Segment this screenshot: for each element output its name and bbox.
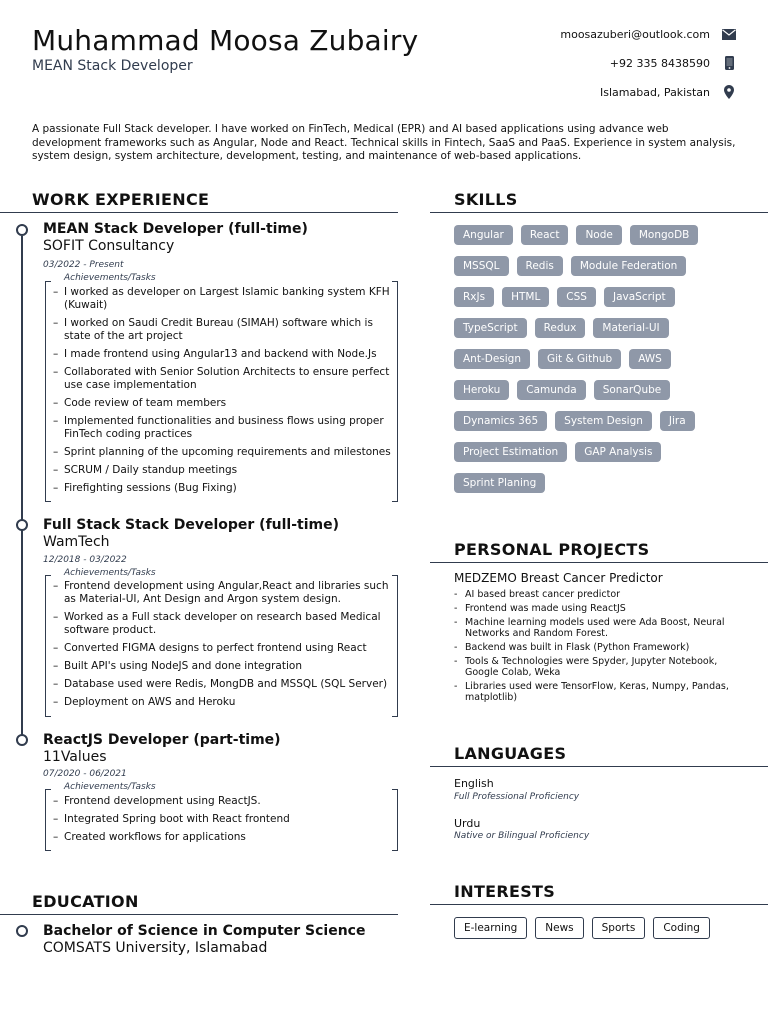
candidate-role: MEAN Stack Developer bbox=[32, 58, 193, 74]
timeline-line bbox=[21, 236, 23, 740]
tasks-list bbox=[45, 282, 398, 501]
skill-tag: Jira bbox=[660, 411, 695, 431]
language-name: Urdu bbox=[454, 817, 481, 830]
task-item: – Firefighting sessions (Bug Fixing) bbox=[45, 482, 398, 495]
task-item: – Collaborated with Senior Solution Architects to ensure perfect use case implementation bbox=[45, 366, 398, 392]
skill-tag: JavaScript bbox=[604, 287, 675, 307]
skill-tag: Material-UI bbox=[593, 318, 668, 338]
skill-tag: Angular bbox=[454, 225, 513, 245]
timeline-dot bbox=[16, 519, 28, 531]
education-divider bbox=[0, 914, 398, 915]
task-item: – I made frontend using Angular13 and backend with Node.Js bbox=[45, 348, 398, 361]
interest-tag: Coding bbox=[653, 917, 710, 939]
contact-location bbox=[600, 85, 736, 99]
skill-tag: TypeScript bbox=[454, 318, 527, 338]
tasks-list bbox=[45, 790, 398, 850]
task-item: – Sprint planning of the upcoming requirements and milestones bbox=[45, 446, 398, 459]
company-name: 11Values bbox=[43, 749, 107, 765]
achievements-label: Achievements/Tasks bbox=[64, 273, 156, 283]
timeline-dot bbox=[16, 224, 28, 236]
task-item: – Code review of team members bbox=[45, 397, 398, 410]
skill-tag: HTML bbox=[502, 287, 549, 307]
skills-list bbox=[454, 225, 754, 504]
task-item: – Created workflows for applications bbox=[45, 831, 398, 844]
skill-tag: Redis bbox=[517, 256, 563, 276]
candidate-name: Muhammad Moosa Zubairy bbox=[32, 24, 419, 57]
languages-heading: LANGUAGES bbox=[454, 744, 567, 763]
skill-tag: MongoDB bbox=[630, 225, 699, 245]
skill-tag: Ant-Design bbox=[454, 349, 530, 369]
language-level: Native or Bilingual Proficiency bbox=[454, 831, 590, 841]
phone-text: +92 335 8438590 bbox=[609, 56, 710, 70]
task-item: – Frontend development using Angular,React and libraries such as Material-UI, Ant Design and Argon system design. bbox=[45, 580, 398, 606]
skill-tag: CSS bbox=[557, 287, 596, 307]
envelope-icon bbox=[722, 27, 736, 41]
achievements-label: Achievements/Tasks bbox=[64, 568, 156, 578]
contact-email[interactable] bbox=[560, 27, 736, 41]
skill-tag: Dynamics 365 bbox=[454, 411, 547, 431]
task-item: – I worked on Saudi Credit Bureau (SIMAH) software which is state of the art project bbox=[45, 317, 398, 343]
project-item: - Frontend was made using ReactJS bbox=[454, 603, 744, 614]
task-item: – SCRUM / Daily standup meetings bbox=[45, 464, 398, 477]
skill-tag: SonarQube bbox=[594, 380, 671, 400]
skill-tag: AWS bbox=[629, 349, 671, 369]
language-name: English bbox=[454, 777, 494, 790]
skill-tag: Project Estimation bbox=[454, 442, 567, 462]
skills-heading: SKILLS bbox=[454, 190, 518, 209]
skill-tag: System Design bbox=[555, 411, 652, 431]
timeline-dot bbox=[16, 925, 28, 937]
education-heading: EDUCATION bbox=[32, 892, 139, 911]
language-level: Full Professional Proficiency bbox=[454, 792, 580, 802]
interests-divider bbox=[430, 904, 768, 905]
skill-tag: Module Federation bbox=[571, 256, 686, 276]
projects-divider bbox=[430, 562, 768, 563]
interests-list bbox=[454, 917, 710, 939]
map-pin-icon bbox=[722, 85, 736, 99]
skill-tag: MSSQL bbox=[454, 256, 509, 276]
school-name: COMSATS University, Islamabad bbox=[43, 940, 268, 956]
projects-heading: PERSONAL PROJECTS bbox=[454, 540, 650, 559]
achievements-label: Achievements/Tasks bbox=[64, 782, 156, 792]
interests-heading: INTERESTS bbox=[454, 882, 556, 901]
summary-text: A passionate Full Stack developer. I have worked on FinTech, Medical (EPR) and AI based applications using advance web development frameworks such as Angular, Node and React. Technical skills in Fintech, SaaS and PaaS. Experience in system analysis, system design, system architecture, development, testing, and maintenance of web-based applications. bbox=[32, 123, 736, 162]
interest-tag: E-learning bbox=[454, 917, 527, 939]
job-title: MEAN Stack Developer (full-time) bbox=[43, 221, 308, 237]
interest-tag: Sports bbox=[592, 917, 646, 939]
email-text: moosazuberi@outlook.com bbox=[560, 27, 710, 41]
task-item: – Converted FIGMA designs to perfect frontend using React bbox=[45, 642, 398, 655]
skill-tag: GAP Analysis bbox=[575, 442, 661, 462]
work-experience-heading: WORK EXPERIENCE bbox=[32, 190, 210, 209]
task-item: – Database used were Redis, MongDB and MSSQL (SQL Server) bbox=[45, 678, 398, 691]
task-item: – Integrated Spring boot with React frontend bbox=[45, 813, 398, 826]
degree-title: Bachelor of Science in Computer Science bbox=[43, 923, 366, 939]
task-item: – Implemented functionalities and business flows using proper FinTech coding practices bbox=[45, 415, 398, 441]
job-dates: 07/2020 - 06/2021 bbox=[43, 769, 127, 779]
interest-tag: News bbox=[535, 917, 583, 939]
task-item: – I worked as developer on Largest Islamic banking system KFH (Kuwait) bbox=[45, 286, 398, 312]
job-dates: 03/2022 - Present bbox=[43, 260, 124, 270]
tasks-list bbox=[45, 576, 398, 716]
project-items bbox=[454, 589, 744, 706]
task-item: – Worked as a Full stack developer on research based Medical software product. bbox=[45, 611, 398, 637]
skill-tag: Redux bbox=[535, 318, 586, 338]
job-title: ReactJS Developer (part-time) bbox=[43, 732, 281, 748]
skill-tag: Camunda bbox=[517, 380, 585, 400]
timeline-dot bbox=[16, 734, 28, 746]
skill-tag: Sprint Planing bbox=[454, 473, 545, 493]
task-item: – Frontend development using ReactJS. bbox=[45, 795, 398, 808]
project-item: - Machine learning models used were Ada Boost, Neural Networks and Random Forest. bbox=[454, 617, 744, 639]
task-item: – Deployment on AWS and Heroku bbox=[45, 696, 398, 709]
work-divider bbox=[0, 212, 398, 213]
company-name: SOFIT Consultancy bbox=[43, 238, 175, 254]
contact-phone[interactable] bbox=[610, 56, 736, 70]
skill-tag: Node bbox=[576, 225, 621, 245]
project-item: - Backend was built in Flask (Python Framework) bbox=[454, 642, 744, 653]
skill-tag: React bbox=[521, 225, 569, 245]
task-item: – Built API's using NodeJS and done integration bbox=[45, 660, 398, 673]
company-name: WamTech bbox=[43, 534, 110, 550]
location-text: Islamabad, Pakistan bbox=[600, 85, 710, 99]
languages-divider bbox=[430, 766, 768, 767]
project-item: - AI based breast cancer predictor bbox=[454, 589, 744, 600]
job-dates: 12/2018 - 03/2022 bbox=[43, 555, 127, 565]
project-title: MEDZEMO Breast Cancer Predictor bbox=[454, 571, 663, 585]
skill-tag: RxJs bbox=[454, 287, 494, 307]
job-title: Full Stack Stack Developer (full-time) bbox=[43, 517, 340, 533]
skill-tag: Heroku bbox=[454, 380, 509, 400]
project-item: - Libraries used were TensorFlow, Keras, Numpy, Pandas, matplotlib) bbox=[454, 681, 744, 703]
skills-divider bbox=[430, 212, 768, 213]
mobile-phone-icon bbox=[722, 56, 736, 70]
project-item: - Tools & Technologies were Spyder, Jupyter Notebook, Google Colab, Weka bbox=[454, 656, 744, 678]
skill-tag: Git & Github bbox=[538, 349, 621, 369]
